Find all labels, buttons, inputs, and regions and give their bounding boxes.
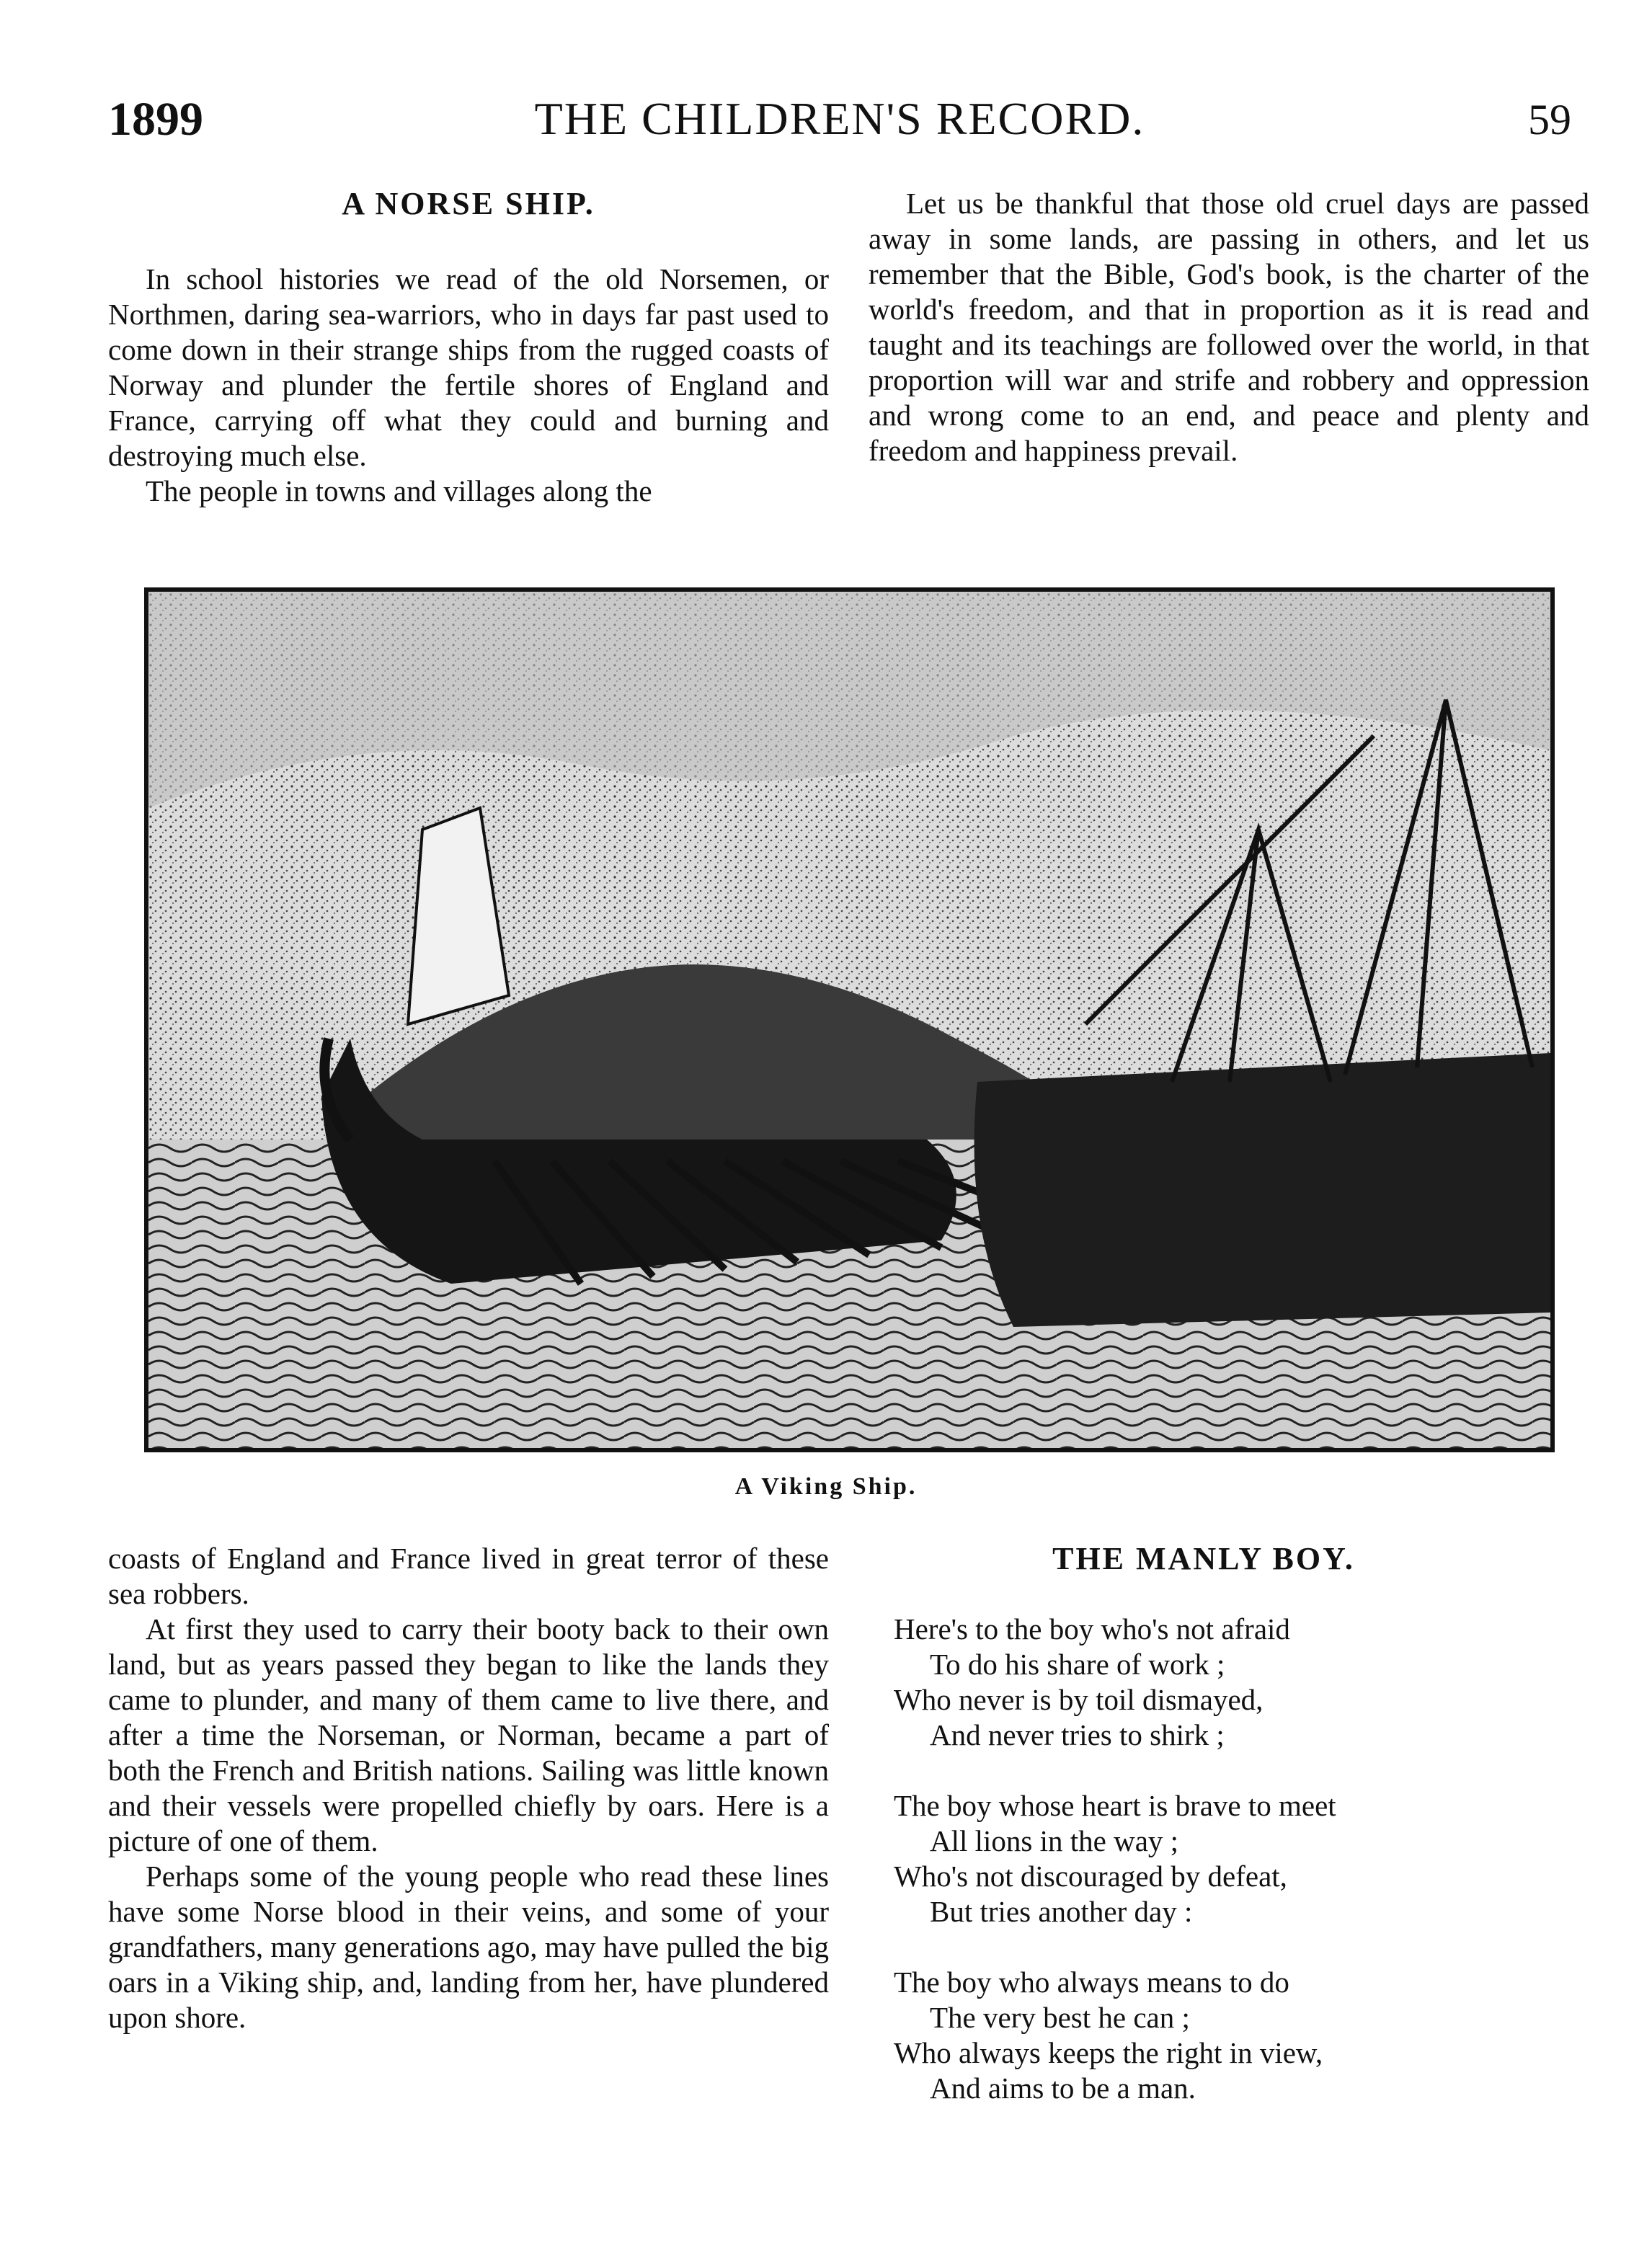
poem-line: To do his share of work ; xyxy=(930,1648,1225,1681)
page-header xyxy=(108,92,1571,157)
poem-stanza xyxy=(894,1965,1514,2106)
article-heading: A NORSE SHIP. xyxy=(342,186,595,221)
header-year: 1899 xyxy=(108,93,203,146)
article-paragraph-2-end: coasts of England and France lived in great terror of these sea robbers. xyxy=(108,1542,829,1610)
article-column-left-bottom xyxy=(108,1541,829,2035)
poem-line: But tries another day : xyxy=(930,1895,1193,1928)
article-paragraph-3: At first they used to carry their booty back to their own land, but as years passed they began to like the lands they came to plunder, and many of them came to live there, and after a time the Norseman, or Norman, became a part of both the French and British nations. Sailing was little known and their vessels were propelled chiefly by oars. Here is a picture of one of them. xyxy=(108,1612,829,1857)
article-paragraph-1: In school histories we read of the old Norsemen, or Northmen, daring sea-warriors, who in days far past used to come down in their strange ships from the rugged coasts of Norway and plunder the fertile shores of England and France, carrying off what they could and burning and destroying much else. xyxy=(108,262,829,472)
poem-line: Who always keeps the right in view, xyxy=(894,2036,1323,2069)
poem-line: Here's to the boy who's not afraid xyxy=(894,1612,1290,1645)
poem-line: The very best he can ; xyxy=(930,2001,1190,2034)
poem-line: And never tries to shirk ; xyxy=(930,1718,1225,1751)
poem-line: All lions in the way ; xyxy=(930,1824,1179,1857)
article-column-right-top xyxy=(869,186,1589,468)
viking-ship-engraving xyxy=(148,592,1550,1448)
poem-title: THE MANLY BOY. xyxy=(1052,1541,1355,1576)
article-paragraph-closing: Let us be thankful that those old cruel days are passed away in some lands, are passing in others, and let us remember that the Bible, God's book, is the charter of the world's freedom, and that in proportion as it is read and taught and its teachings are followed over the world, in that proportion will war and strife and robbery and oppression and wrong come to an end, and peace and plenty and freedom and happiness prevail. xyxy=(869,187,1589,467)
article-column-left-top xyxy=(108,186,829,509)
illustration-caption: A Viking Ship. xyxy=(734,1473,918,1500)
viking-ship-illustration xyxy=(144,587,1555,1452)
poem-line: Who never is by toil dismayed, xyxy=(894,1683,1264,1716)
poem-line: Who's not discouraged by defeat, xyxy=(894,1860,1287,1893)
publication-title: THE CHILDREN'S RECORD. xyxy=(534,93,1145,144)
poem-stanza xyxy=(894,1788,1514,1929)
page-number: 59 xyxy=(1528,96,1571,143)
poem-stanza xyxy=(894,1612,1514,1753)
article-paragraph-4: Perhaps some of the young people who read these lines have some Norse blood in their veins, and some of your grandfathers, many generations ago, may have pulled the big oars in a Viking ship, and, landing from her, have plundered upon shore. xyxy=(108,1860,829,2034)
poem-line: The boy who always means to do xyxy=(894,1966,1289,1999)
article-paragraph-2-start: The people in towns and villages along the xyxy=(146,474,652,507)
poem-column xyxy=(894,1541,1514,2106)
poem-line: The boy whose heart is brave to meet xyxy=(894,1789,1336,1822)
poem-line: And aims to be a man. xyxy=(930,2071,1196,2105)
poem-body xyxy=(894,1612,1514,2106)
